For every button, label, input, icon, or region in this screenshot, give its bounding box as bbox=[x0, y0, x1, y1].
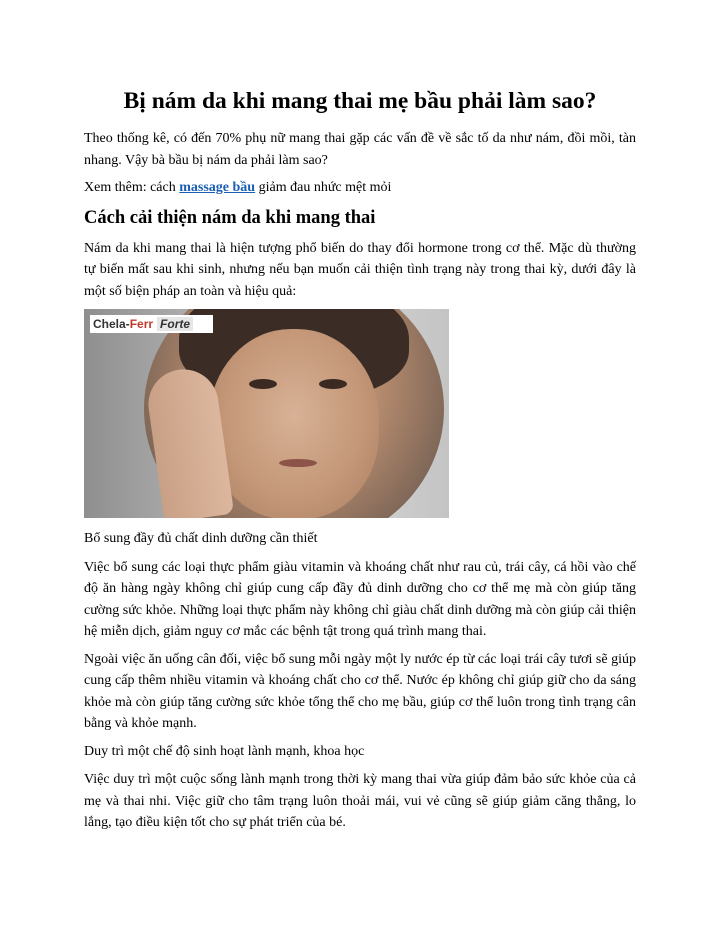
face-shape bbox=[209, 329, 379, 518]
massage-bau-link[interactable]: massage bầu bbox=[179, 180, 256, 195]
woman-mirror-photo bbox=[84, 309, 449, 518]
section-intro-paragraph: Nám da khi mang thai là hiện tượng phổ biến do thay đổi hormone trong cơ thể. Mặc dù thường tự biến mất sau khi sinh, nhưng nếu bạn muốn cải thiện tình trạng này trong thai kỳ, dưới đây là một số biện pháp an toàn và hiệu quả: bbox=[84, 240, 636, 299]
article-title: Bị nám da khi mang thai mẹ bầu phải làm sao? bbox=[123, 88, 597, 114]
brand-logo bbox=[90, 315, 213, 333]
see-more-prefix: Xem thêm: cách bbox=[84, 180, 180, 195]
logo-text-2: Ferr bbox=[129, 317, 154, 331]
left-eye-shape bbox=[249, 379, 277, 389]
right-eye-shape bbox=[319, 379, 347, 389]
document-page bbox=[84, 86, 636, 840]
paragraph-nutrition: Việc bổ sung các loại thực phẩm giàu vitamin và khoáng chất như rau củ, trái cây, cá hồi vào chế độ ăn hàng ngày không chỉ giúp cung cấp đầy đủ dinh dưỡng cho cơ thể mẹ mà còn giúp tăng cường sức khỏe. Những loại thực phẩm này không chỉ giàu chất dinh dưỡng mà còn giúp cải thiện hệ miễn dịch, giảm nguy cơ mắc các bệnh tật trong quá trình mang thai. bbox=[84, 559, 636, 639]
see-more-suffix: giảm đau nhức mệt mỏi bbox=[255, 180, 392, 195]
subheading-nutrition: Bổ sung đầy đủ chất dinh dưỡng cần thiết bbox=[84, 531, 318, 546]
intro-paragraph: Theo thống kê, có đến 70% phụ nữ mang thai gặp các vấn đề về sắc tố da như nám, đồi mồi, tàn nhang. Vậy bà bầu bị nám da phải làm sao? bbox=[84, 131, 636, 168]
section-heading: Cách cải thiện nám da khi mang thai bbox=[84, 207, 376, 228]
paragraph-juice: Ngoài việc ăn uống cân đối, việc bổ sung mỗi ngày một ly nước ép từ các loại trái cây tươi sẽ giúp cung cấp thêm nhiều vitamin và khoáng chất cho cơ thể. Nước ép không chỉ giúp giữ cho da sáng khỏe mà còn giúp tăng cường sức khỏe tổng thể cho mẹ bầu, giúp cơ thể luôn trong tình trạng cân bằng và khỏe mạnh. bbox=[84, 651, 636, 731]
mouth-shape bbox=[279, 459, 317, 467]
subheading-lifestyle: Duy trì một chế độ sinh hoạt lành mạnh, khoa học bbox=[84, 743, 365, 759]
see-more-line bbox=[84, 177, 636, 199]
logo-text-3: Forte bbox=[157, 317, 193, 331]
paragraph-lifestyle: Việc duy trì một cuộc sống lành mạnh trong thời kỳ mang thai vừa giúp đảm bảo sức khỏe của cả mẹ và thai nhi. Việc giữ cho tâm trạng luôn thoải mái, vui vẻ cũng sẽ giúp giảm căng thẳng, lo lắng, tạo điều kiện tốt cho sự phát triển của bé. bbox=[84, 772, 636, 830]
logo-text-1: Chela- bbox=[93, 317, 130, 331]
